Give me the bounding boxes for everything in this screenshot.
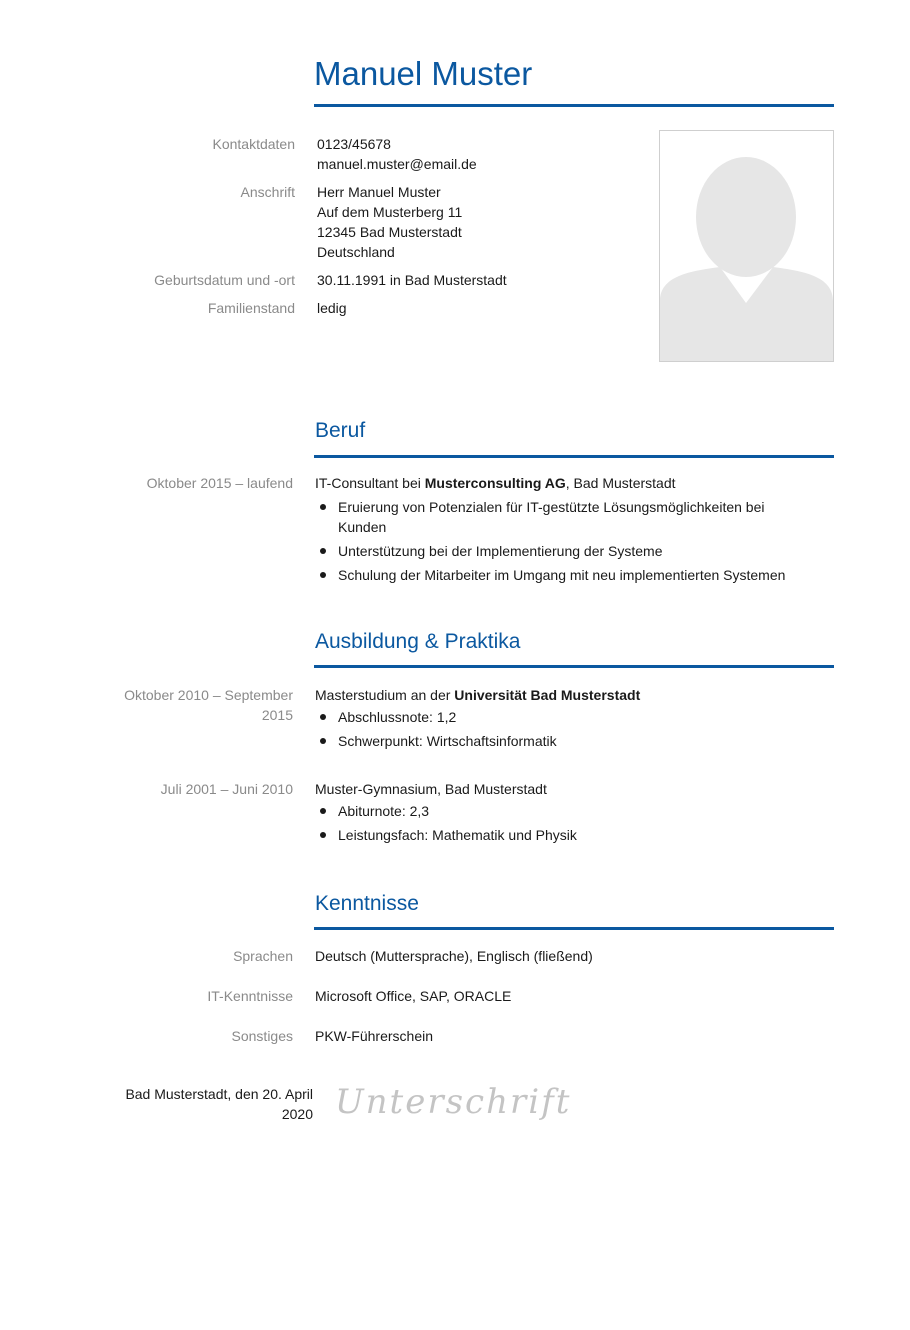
education-title: Muster-Gymnasium, Bad Musterstadt xyxy=(315,781,547,797)
education-date: Juli 2001 – Juni 2010 xyxy=(160,781,293,797)
address-line: Auf dem Musterberg 11 xyxy=(317,204,463,220)
skill-label: IT-Kenntnisse xyxy=(207,988,293,1004)
skill-value: PKW-Führerschein xyxy=(315,1028,434,1044)
phone-number: 0123/45678 xyxy=(317,136,391,152)
job-date: Oktober 2015 – laufend xyxy=(146,475,293,491)
section-divider xyxy=(314,665,834,668)
list-item: Abschlussnote: 1,2 xyxy=(315,707,815,727)
address-line: Deutschland xyxy=(317,244,395,260)
address-value xyxy=(317,182,462,262)
address-label: Anschrift xyxy=(240,184,295,200)
job-role xyxy=(315,473,815,493)
avatar-placeholder-icon xyxy=(660,131,833,361)
section-divider xyxy=(314,455,834,458)
section-title-beruf: Beruf xyxy=(315,419,366,442)
education-institution: Universität Bad Musterstadt xyxy=(454,687,641,703)
address-line: Herr Manuel Muster xyxy=(317,184,441,200)
profile-photo xyxy=(659,130,834,362)
status-label: Familienstand xyxy=(207,300,295,316)
education-entry xyxy=(315,685,815,755)
status-text: ledig xyxy=(317,300,347,316)
job-entry xyxy=(315,473,815,589)
contact-value xyxy=(317,134,477,174)
place-date: Bad Musterstadt, den 20. April 2020 xyxy=(125,1086,313,1122)
job-bullets xyxy=(315,497,815,585)
skill-value: Microsoft Office, SAP, ORACLE xyxy=(315,988,512,1004)
birth-text: 30.11.1991 in Bad Musterstadt xyxy=(317,272,507,288)
list-item: Abiturnote: 2,3 xyxy=(315,801,815,821)
skill-value: Deutsch (Muttersprache), Englisch (fließend) xyxy=(315,948,593,964)
skill-label: Sonstiges xyxy=(231,1028,293,1044)
job-role-prefix: IT-Consultant bei xyxy=(315,475,425,491)
status-value xyxy=(317,298,347,318)
birth-value xyxy=(317,270,507,290)
list-item: Unterstützung bei der Implementierung der Systeme xyxy=(315,541,815,561)
email-address: manuel.muster@email.de xyxy=(317,156,477,172)
education-prefix: Masterstudium an der xyxy=(315,687,455,703)
education-entry xyxy=(315,779,815,849)
birth-label: Geburtsdatum und -ort xyxy=(154,272,295,288)
list-item: Schwerpunkt: Wirtschaftsinformatik xyxy=(315,731,815,751)
job-location: , Bad Musterstadt xyxy=(565,475,676,491)
list-item: Eruierung von Potenzialen für IT-gestützte Lösungsmöglichkeiten bei Kunden xyxy=(315,497,788,537)
page-title: Manuel Muster xyxy=(314,55,533,92)
education-date: Oktober 2010 – September 2015 xyxy=(124,687,293,723)
address-line: 12345 Bad Musterstadt xyxy=(317,224,462,240)
list-item: Schulung der Mitarbeiter im Umgang mit neu implementierten Systemen xyxy=(315,565,815,585)
education-title xyxy=(315,685,815,705)
skill-label: Sprachen xyxy=(233,948,293,964)
signature: Unterschrift xyxy=(335,1082,572,1122)
section-title-ausbildung: Ausbildung & Praktika xyxy=(315,630,521,653)
title-divider xyxy=(314,104,834,107)
section-divider xyxy=(314,927,834,930)
education-bullets xyxy=(315,801,815,845)
contact-label: Kontaktdaten xyxy=(212,136,295,152)
list-item: Leistungsfach: Mathematik und Physik xyxy=(315,825,815,845)
education-bullets xyxy=(315,707,815,751)
job-company: Musterconsulting AG xyxy=(424,475,566,491)
section-title-kenntnisse: Kenntnisse xyxy=(315,892,419,915)
